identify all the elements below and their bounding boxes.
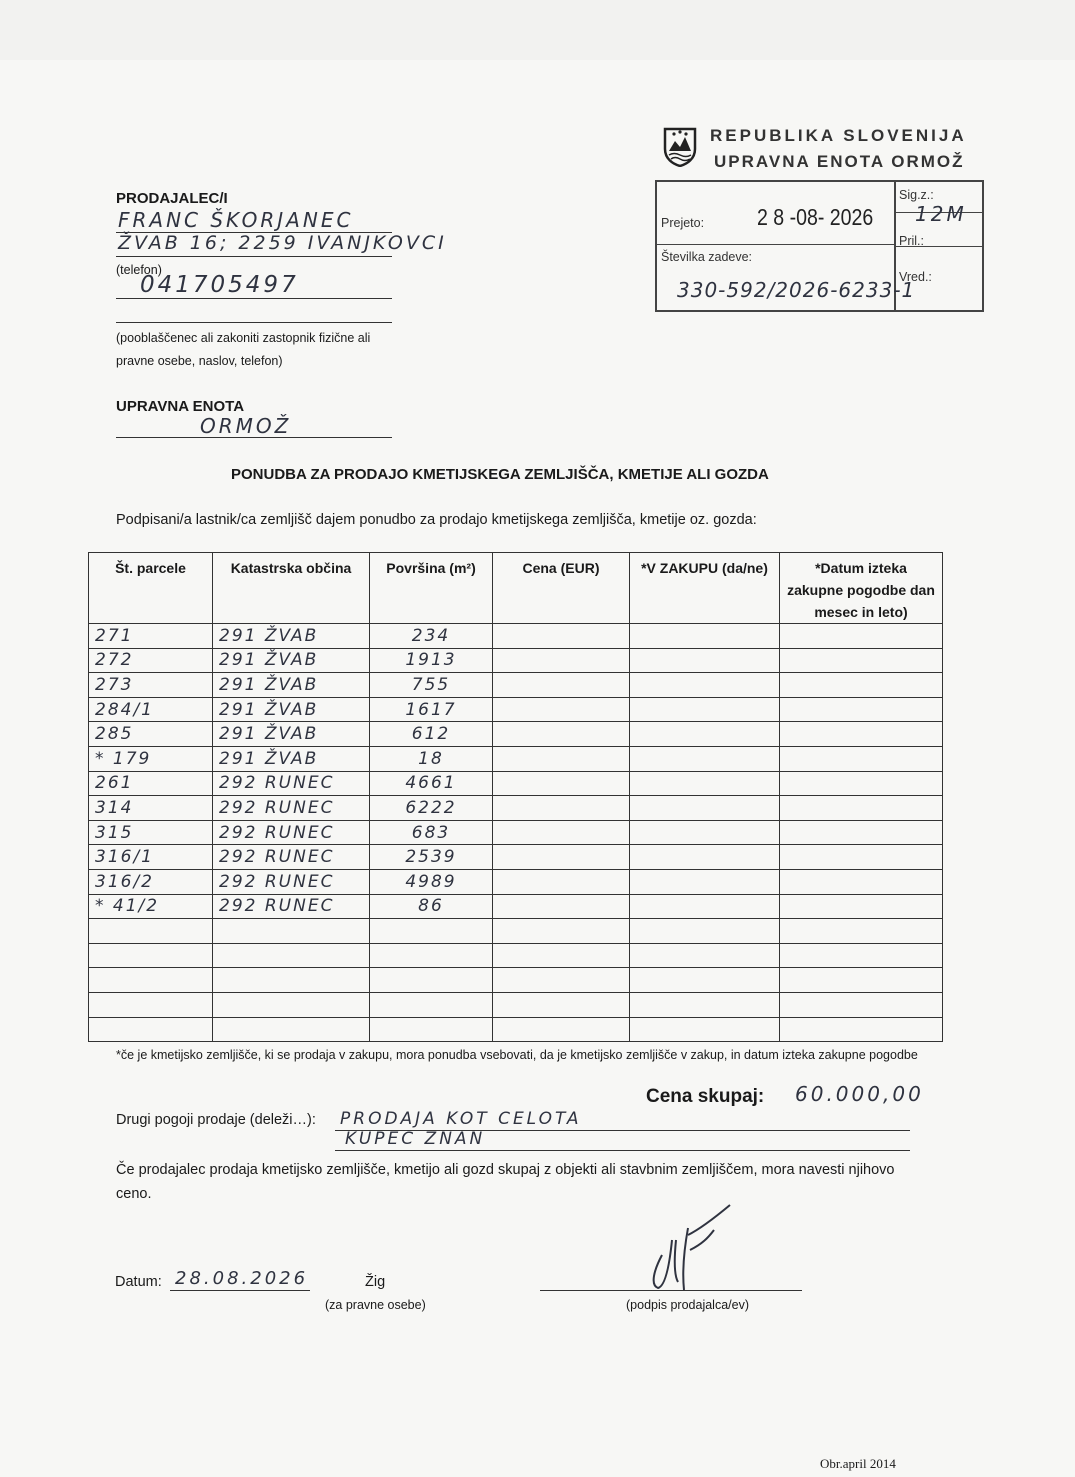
lease-cell (630, 869, 780, 894)
cadastral-cell: 291 ŽVAB (213, 648, 370, 673)
other-conditions-label: Drugi pogoji prodaje (deleži…): (116, 1112, 316, 1128)
area-cell: 18 (370, 746, 493, 771)
parcel-number-cell (89, 919, 213, 944)
parcel-number-cell (89, 968, 213, 993)
lease-cell (630, 845, 780, 870)
lease-end-cell (780, 943, 943, 968)
lease-cell (630, 943, 780, 968)
lease-cell (630, 919, 780, 944)
lease-end-cell (780, 673, 943, 698)
lease-cell (630, 624, 780, 649)
table-row (89, 673, 943, 698)
lease-cell (630, 722, 780, 747)
area-cell (370, 1017, 493, 1042)
price-cell (493, 894, 630, 919)
seller-heading: PRODAJALEC/I (116, 190, 228, 207)
parcel-number-cell: 316/1 (89, 845, 213, 870)
column-header-parcel: Št. parcele (89, 553, 213, 624)
signature-image (640, 1200, 760, 1295)
price-cell (493, 1017, 630, 1042)
cadastral-cell (213, 943, 370, 968)
lease-end-cell (780, 796, 943, 821)
table-row (89, 820, 943, 845)
table-row (89, 1017, 943, 1042)
price-cell (493, 869, 630, 894)
cadastral-cell: 292 RUNEC (213, 869, 370, 894)
cadastral-cell: 292 RUNEC (213, 820, 370, 845)
lease-end-cell (780, 746, 943, 771)
signature-label: (podpis prodajalca/ev) (626, 1298, 749, 1312)
lease-end-cell (780, 919, 943, 944)
unit-heading: UPRAVNA ENOTA (116, 398, 245, 415)
background-page-edge (0, 0, 1075, 60)
table-row (89, 845, 943, 870)
area-cell: 612 (370, 722, 493, 747)
area-cell: 755 (370, 673, 493, 698)
area-cell: 6222 (370, 796, 493, 821)
cadastral-cell (213, 968, 370, 993)
lease-end-cell (780, 820, 943, 845)
case-number: 330-592/2026-6233-1 (677, 278, 916, 302)
parcel-number-cell: 284/1 (89, 697, 213, 722)
table-row (89, 968, 943, 993)
price-cell (493, 820, 630, 845)
parcel-number-cell (89, 1017, 213, 1042)
lease-end-cell (780, 771, 943, 796)
phone-label: (telefon) (116, 263, 162, 277)
representative-label-1: (pooblaščenec ali zakoniti zastopnik fizične ali (116, 331, 371, 345)
parcel-number-cell: 314 (89, 796, 213, 821)
price-cell (493, 771, 630, 796)
total-label: Cena skupaj: (646, 1086, 765, 1107)
parcel-number-cell: 316/2 (89, 869, 213, 894)
cadastral-cell: 291 ŽVAB (213, 697, 370, 722)
parcel-number-cell: 285 (89, 722, 213, 747)
lease-cell (630, 894, 780, 919)
seller-name: FRANC ŠKORJANEC (118, 208, 354, 232)
column-header-lease: *V ZAKUPU (da/ne) (630, 553, 780, 624)
seal-label: Žig (365, 1274, 386, 1290)
parcel-number-cell: 271 (89, 624, 213, 649)
cadastral-cell: 292 RUNEC (213, 894, 370, 919)
table-row (89, 746, 943, 771)
total-value: 60.000,00 (795, 1082, 924, 1106)
table-row (89, 624, 943, 649)
sig-value: 12M (915, 202, 967, 226)
parcel-table (88, 552, 943, 1042)
cadastral-cell: 292 RUNEC (213, 845, 370, 870)
lease-cell (630, 796, 780, 821)
area-cell: 1617 (370, 697, 493, 722)
parcel-number-cell (89, 992, 213, 1017)
representative-label-2: pravne osebe, naslov, telefon) (116, 354, 283, 368)
case-number-label: Številka zadeve: (661, 250, 753, 264)
form-title: PONUDBA ZA PRODAJO KMETIJSKEGA ZEMLJIŠČA, KMETIJE ALI GOZDA (231, 466, 769, 483)
price-cell (493, 919, 630, 944)
lease-cell (630, 992, 780, 1017)
seller-phone: 041705497 (140, 272, 299, 298)
cadastral-cell: 291 ŽVAB (213, 673, 370, 698)
lease-end-cell (780, 697, 943, 722)
price-cell (493, 968, 630, 993)
area-cell: 86 (370, 894, 493, 919)
receipt-stamp (655, 180, 984, 312)
value-label: Vred.: (899, 270, 932, 284)
date-label: Datum: (115, 1274, 162, 1290)
table-row (89, 697, 943, 722)
lease-cell (630, 673, 780, 698)
cadastral-cell: 291 ŽVAB (213, 624, 370, 649)
lease-cell (630, 697, 780, 722)
price-cell (493, 648, 630, 673)
column-header-area: Površina (m²) (370, 553, 493, 624)
price-cell (493, 722, 630, 747)
parcel-number-cell: 273 (89, 673, 213, 698)
lease-cell (630, 1017, 780, 1042)
cadastral-cell: 292 RUNEC (213, 771, 370, 796)
area-cell: 683 (370, 820, 493, 845)
table-row (89, 796, 943, 821)
area-cell (370, 919, 493, 944)
cadastral-cell: 292 RUNEC (213, 796, 370, 821)
cadastral-cell (213, 1017, 370, 1042)
lease-end-cell (780, 624, 943, 649)
price-cell (493, 746, 630, 771)
attachment-label: Pril.: (899, 234, 924, 248)
lease-cell (630, 820, 780, 845)
price-cell (493, 673, 630, 698)
table-row (89, 919, 943, 944)
seal-sublabel: (za pravne osebe) (325, 1298, 426, 1312)
column-header-cadastral: Katastrska občina (213, 553, 370, 624)
form-version: Obr.april 2014 (820, 1456, 896, 1471)
lease-end-cell (780, 894, 943, 919)
header-line-1: REPUBLIKA SLOVENIJA (710, 126, 967, 145)
parcel-number-cell: * 179 (89, 746, 213, 771)
lease-end-cell (780, 869, 943, 894)
column-header-price: Cena (EUR) (493, 553, 630, 624)
header-line-2: UPRAVNA ENOTA ORMOŽ (714, 152, 965, 171)
area-cell (370, 943, 493, 968)
seller-address: ŽVAB 16; 2259 IVANJKOVCI (118, 232, 447, 254)
area-cell: 1913 (370, 648, 493, 673)
lease-cell (630, 746, 780, 771)
objects-note: Če prodajalec prodaja kmetijsko zemljišče, kmetijo ali gozd skupaj z objekti ali stavbnim zemljiščem, mora navesti njihovo ceno. (116, 1162, 895, 1202)
cadastral-cell (213, 919, 370, 944)
price-cell (493, 943, 630, 968)
form-sheet (0, 60, 1075, 1477)
lease-end-cell (780, 1017, 943, 1042)
parcel-number-cell: 272 (89, 648, 213, 673)
cadastral-cell (213, 992, 370, 1017)
area-cell: 4989 (370, 869, 493, 894)
lease-end-cell (780, 992, 943, 1017)
table-row (89, 992, 943, 1017)
coat-of-arms-icon (663, 127, 697, 167)
price-cell (493, 796, 630, 821)
table-row (89, 771, 943, 796)
lease-cell (630, 771, 780, 796)
lease-cell (630, 648, 780, 673)
table-row (89, 648, 943, 673)
table-row (89, 869, 943, 894)
lease-end-cell (780, 845, 943, 870)
footnote: *če je kmetijsko zemljišče, ki se prodaja v zakupu, mora ponudba vsebovati, da je kmetijsko zemljišče v zakup, in datum izteka zakupne pogodbe (116, 1048, 918, 1062)
area-cell: 2539 (370, 845, 493, 870)
table-row (89, 894, 943, 919)
unit-value: ORMOŽ (200, 414, 292, 438)
area-cell (370, 992, 493, 1017)
table-row (89, 943, 943, 968)
lease-end-cell (780, 968, 943, 993)
intro-text: Podpisani/a lastnik/ca zemljišč dajem ponudbo za prodajo kmetijskega zemljišča, kmetije oz. gozda: (116, 512, 757, 528)
area-cell: 234 (370, 624, 493, 649)
sig-label: Sig.z.: (899, 188, 934, 202)
price-cell (493, 845, 630, 870)
received-date: 2 8 -08- 2026 (757, 204, 874, 230)
received-label: Prejeto: (661, 216, 705, 230)
other-conditions-line-1: PRODAJA KOT CELOTA (340, 1109, 582, 1129)
other-conditions-line-2: KUPEC ZNAN (345, 1129, 486, 1149)
table-row (89, 722, 943, 747)
parcel-number-cell (89, 943, 213, 968)
parcel-number-cell: 261 (89, 771, 213, 796)
parcel-number-cell: 315 (89, 820, 213, 845)
lease-cell (630, 968, 780, 993)
price-cell (493, 624, 630, 649)
price-cell (493, 992, 630, 1017)
area-cell (370, 968, 493, 993)
lease-end-cell (780, 722, 943, 747)
area-cell: 4661 (370, 771, 493, 796)
cadastral-cell: 291 ŽVAB (213, 746, 370, 771)
cadastral-cell: 291 ŽVAB (213, 722, 370, 747)
price-cell (493, 697, 630, 722)
lease-end-cell (780, 648, 943, 673)
column-header-lease-end: *Datum izteka zakupne pogodbe dan mesec in leto) (780, 553, 943, 624)
parcel-number-cell: * 41/2 (89, 894, 213, 919)
date-value: 28.08.2026 (175, 1268, 309, 1289)
